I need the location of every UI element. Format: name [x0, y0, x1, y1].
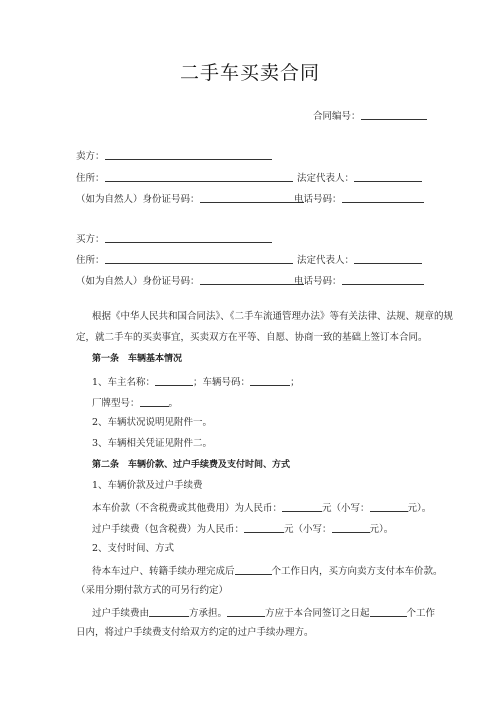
buyer-legal-rep-label: 法定代表人： — [297, 255, 355, 266]
plate-number-label: ；车辆号码： — [193, 377, 251, 388]
vehicle-price-end: 元）。 — [407, 503, 432, 514]
fee-bearer-row — [92, 606, 435, 620]
contract-number-row — [313, 109, 427, 123]
seller-phone-field[interactable] — [342, 192, 424, 203]
buyer-address-row — [76, 253, 293, 267]
payment-timing-label: 待本车过户、转籍手续办理完成后 — [92, 566, 235, 577]
seller-address-label: 住所： — [76, 173, 105, 184]
fee-days-label: 个工作 — [406, 608, 436, 619]
transfer-fee-small-field[interactable] — [332, 522, 370, 533]
buyer-legal-rep-field[interactable] — [354, 253, 422, 264]
seller-id-row — [76, 192, 304, 206]
seller-legal-rep-row — [297, 171, 422, 185]
seller-address-field[interactable] — [105, 171, 293, 182]
seller-name-field[interactable] — [105, 149, 272, 160]
buyer-name-row — [76, 232, 272, 246]
article-1-item-2: 2、车辆状况说明见附件一。 — [92, 417, 213, 428]
fee-payer-label: 方应于本合同签订之日起 — [265, 608, 370, 619]
owner-name-label: 1、车主名称： — [92, 377, 156, 388]
buyer-phone-field[interactable] — [342, 274, 424, 285]
buyer-id-label: （如为自然人）身份证号码： — [76, 276, 200, 287]
buyer-id-row — [76, 274, 304, 288]
payment-days-field[interactable] — [235, 564, 272, 575]
owner-name-field[interactable] — [155, 375, 193, 386]
transfer-fee-end: 元）。 — [369, 524, 394, 535]
transfer-fee-label: 过户手续费（包含税费）为人民币： — [92, 524, 245, 535]
contract-number-label: 合同编号： — [313, 111, 361, 122]
model-row — [92, 396, 178, 410]
seller-phone-label: 电话号码： — [294, 194, 342, 205]
article-1-item-3: 3、车辆相关凭证见附件二。 — [92, 438, 213, 449]
fee-bearer-field[interactable] — [149, 606, 189, 617]
vehicle-price-small-label: 元（小写： — [322, 503, 370, 514]
buyer-address-label: 住所： — [76, 255, 105, 266]
payment-timing-row — [92, 564, 443, 578]
model-field[interactable] — [140, 396, 169, 407]
plate-number-field[interactable] — [250, 375, 290, 386]
model-label: 厂牌型号： — [92, 398, 140, 409]
vehicle-price-row — [92, 501, 431, 515]
article-2-sub-2: 2、支付时间、方式 — [92, 543, 175, 554]
article-1-heading: 第一条 车辆基本情况 — [92, 354, 183, 364]
model-end: 。 — [168, 398, 179, 409]
article-2-heading: 第二条 车辆价款、过户手续费及支付时间、方式 — [92, 460, 291, 470]
seller-phone-row — [294, 192, 424, 206]
vehicle-price-small-field[interactable] — [370, 501, 408, 512]
buyer-name-label: 买方： — [76, 234, 105, 245]
intro-line-2: 定，就二手车的买卖事宜，买卖双方在平等、自愿、协商一致的基础上签订本合同。 — [76, 332, 428, 343]
transfer-fee-row — [92, 522, 393, 536]
fee-days-field[interactable] — [370, 606, 407, 617]
buyer-address-field[interactable] — [105, 253, 293, 264]
transfer-fee-small-label: 元（小写： — [284, 524, 332, 535]
article-2-sub-1: 1、车辆价款及过户手续费 — [92, 480, 203, 491]
payment-timing-end: 个工作日内，买方向卖方支付本车价款。 — [271, 566, 443, 577]
contract-number-field[interactable] — [361, 109, 427, 120]
seller-address-row — [76, 171, 293, 185]
owner-plate-end: ； — [290, 377, 300, 388]
seller-legal-rep-field[interactable] — [354, 171, 422, 182]
fee-payer-field[interactable] — [227, 606, 265, 617]
installment-note: （采用分期付款方式的可另行约定） — [76, 585, 229, 596]
seller-id-label: （如为自然人）身份证号码： — [76, 194, 200, 205]
buyer-phone-row — [294, 274, 424, 288]
document-title: 二手车买卖合同 — [179, 62, 320, 84]
fee-bearer-end: 方承担。 — [189, 608, 228, 619]
owner-plate-row — [92, 375, 300, 389]
fee-bearer-label: 过户手续费由 — [92, 608, 150, 619]
buyer-id-field[interactable] — [200, 274, 304, 285]
buyer-phone-label: 电话号码： — [294, 276, 342, 287]
seller-legal-rep-label: 法定代表人： — [297, 173, 355, 184]
intro-line-1: 根据《中华人民共和国合同法》、《二手车流通管理办法》等有关法律、法规、规章的规 — [92, 311, 454, 322]
seller-name-label: 卖方： — [76, 151, 105, 162]
vehicle-price-field[interactable] — [282, 501, 322, 512]
vehicle-price-label: 本车价款（不含税费或其他费用）为人民币： — [92, 503, 283, 514]
transfer-fee-field[interactable] — [244, 522, 284, 533]
seller-id-field[interactable] — [200, 192, 304, 203]
fee-payment-line: 日内，将过户手续费支付给双方约定的过户手续办理方。 — [76, 627, 314, 638]
buyer-legal-rep-row — [297, 253, 422, 267]
seller-name-row — [76, 149, 272, 163]
buyer-name-field[interactable] — [105, 232, 272, 243]
